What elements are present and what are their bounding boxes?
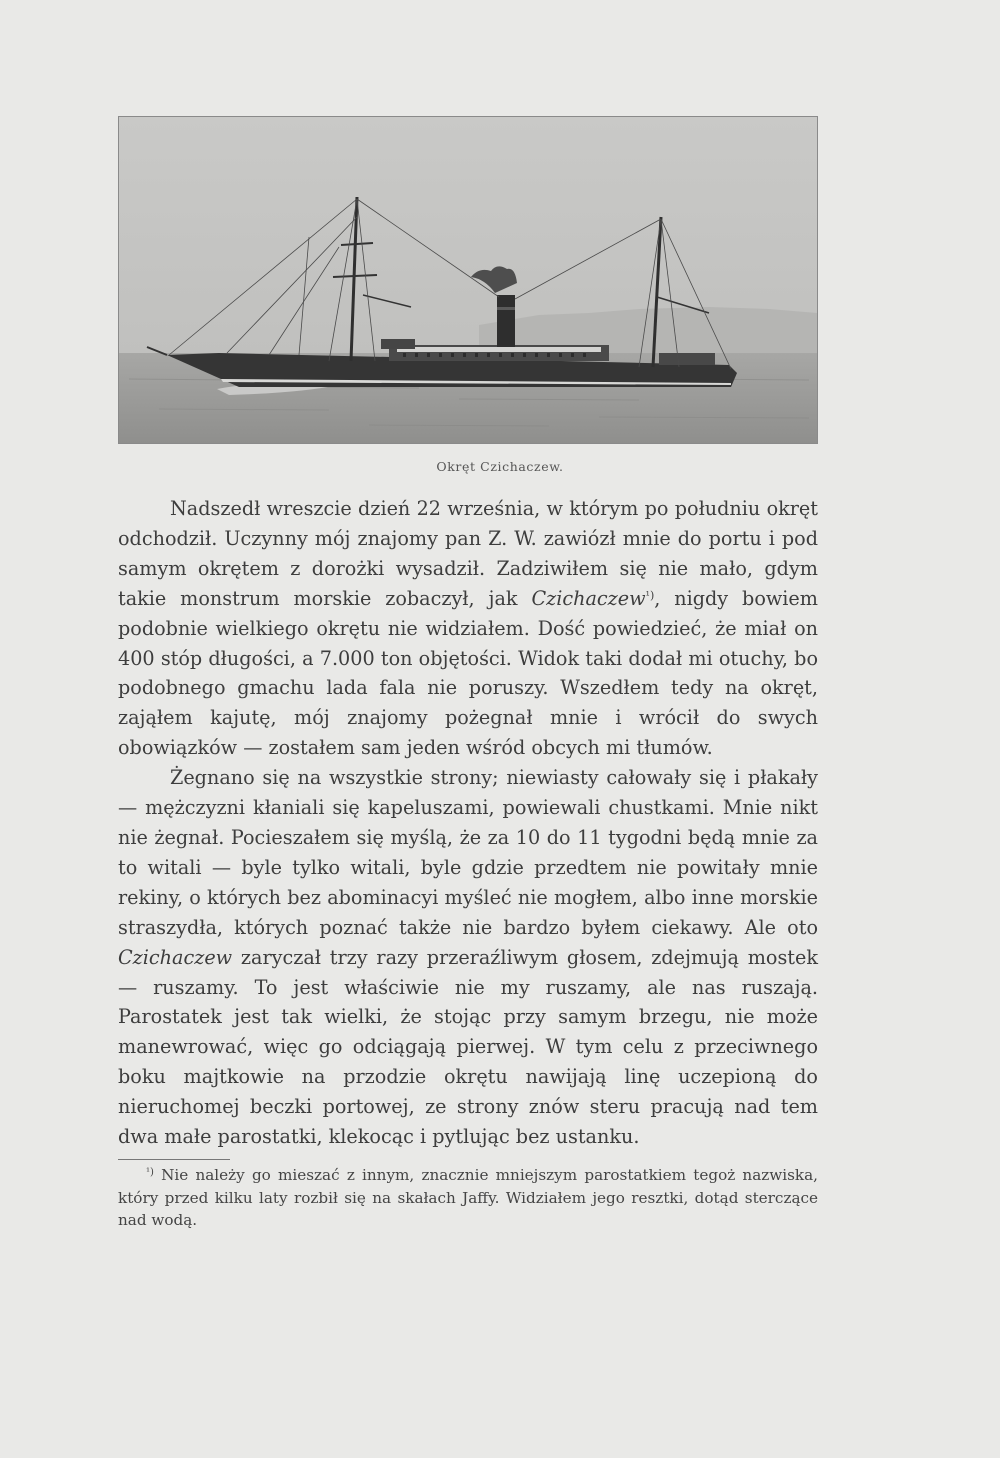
paragraph-2-part-1: Żegnano się na wszystkie strony; niewiasty całowały się i płakały — mężczyzni kłaniali się kapeluszami, powiewali chustkami. Mnie nikt nie żegnał. Pocieszałem się myślą, że za 10 do 11 tygodni będą mnie za to witali — byle tylko witali, byle gdzie przedtem nie powitały mnie rekiny, o których bez abominacyi myśleć nie mogłem, albo inne morskie straszydła, których poznać także nie bardzo byłem ciekawy. Ale oto — [118, 766, 818, 939]
footnote — [118, 1164, 818, 1232]
paragraph-2-part-2: zaryczał trzy razy przeraźliwym głosem, zdejmują mostek — ruszamy. To jest właściwie nie my ruszamy, ale nas ruszają. Parostatek jest tak wielki, że stojąc przy samym brzegu, nie może manewrować, więc go odciągają pierwej. W tym celu z przeciwnego boku majtkowie na przodzie okrętu nawijają linę uczepioną do nieruchomej beczki portowej, ze strony znów steru pracują nad tem dwa małe parostatki, klekocąc i pytlując bez ustanku. — [118, 945, 818, 1149]
funnel-band — [497, 307, 515, 310]
paragraph-2 — [118, 763, 818, 1152]
promenade-deck — [397, 347, 601, 352]
footnote-reference[interactable]: ¹) — [645, 588, 655, 602]
ship-name-italic: Czichaczew — [118, 945, 233, 969]
footnote-rule — [118, 1159, 230, 1160]
aft-house — [659, 353, 715, 365]
ship-photograph — [118, 116, 818, 444]
paragraph-1-part-2: , nigdy bowiem podobnie wielkiego okrętu nie widziałem. Dość powiedzieć, że miał on 400 stóp długości, a 7.000 ton objętości. Widok taki dodał mi otuchy, bo podobnego gmachu lada fala nie poruszy. Wszedłem tedy na okręt, zająłem kajutę, mój znajomy pożegnał mnie i wrócił do swych obowiązków — zostałem sam jeden wśród obcych mi tłumów. — [118, 586, 818, 760]
footnote-text: Nie należy go mieszać z innym, znacznie mniejszym parostatkiem tegoż nazwiska, który przed kilku laty rozbił się na skałach Jaffy. Widziałem jego resztki, dotąd sterczące nad wodą. — [118, 1166, 818, 1229]
paragraph-1 — [118, 494, 818, 763]
funnel — [497, 295, 515, 347]
footnote-mark: ¹) — [146, 1167, 154, 1178]
bridge — [381, 339, 415, 349]
paragraph-1-part-1: Nadszedł wreszcie dzień 22 września, w którym po południu okręt odchodził. Uczynny mój znajomy pan Z. W. zawiózł mnie do portu i pod samym okrętem z dorożki wysadził. Zadziwiłem się nie mało, gdym takie monstrum morskie zobaczył, jak — [118, 497, 818, 610]
steamship-illustration — [119, 117, 817, 443]
body-text — [118, 494, 818, 1152]
ship-name-italic: Czichaczew — [531, 586, 646, 610]
photo-caption: Okręt Czichaczew. — [436, 459, 564, 474]
